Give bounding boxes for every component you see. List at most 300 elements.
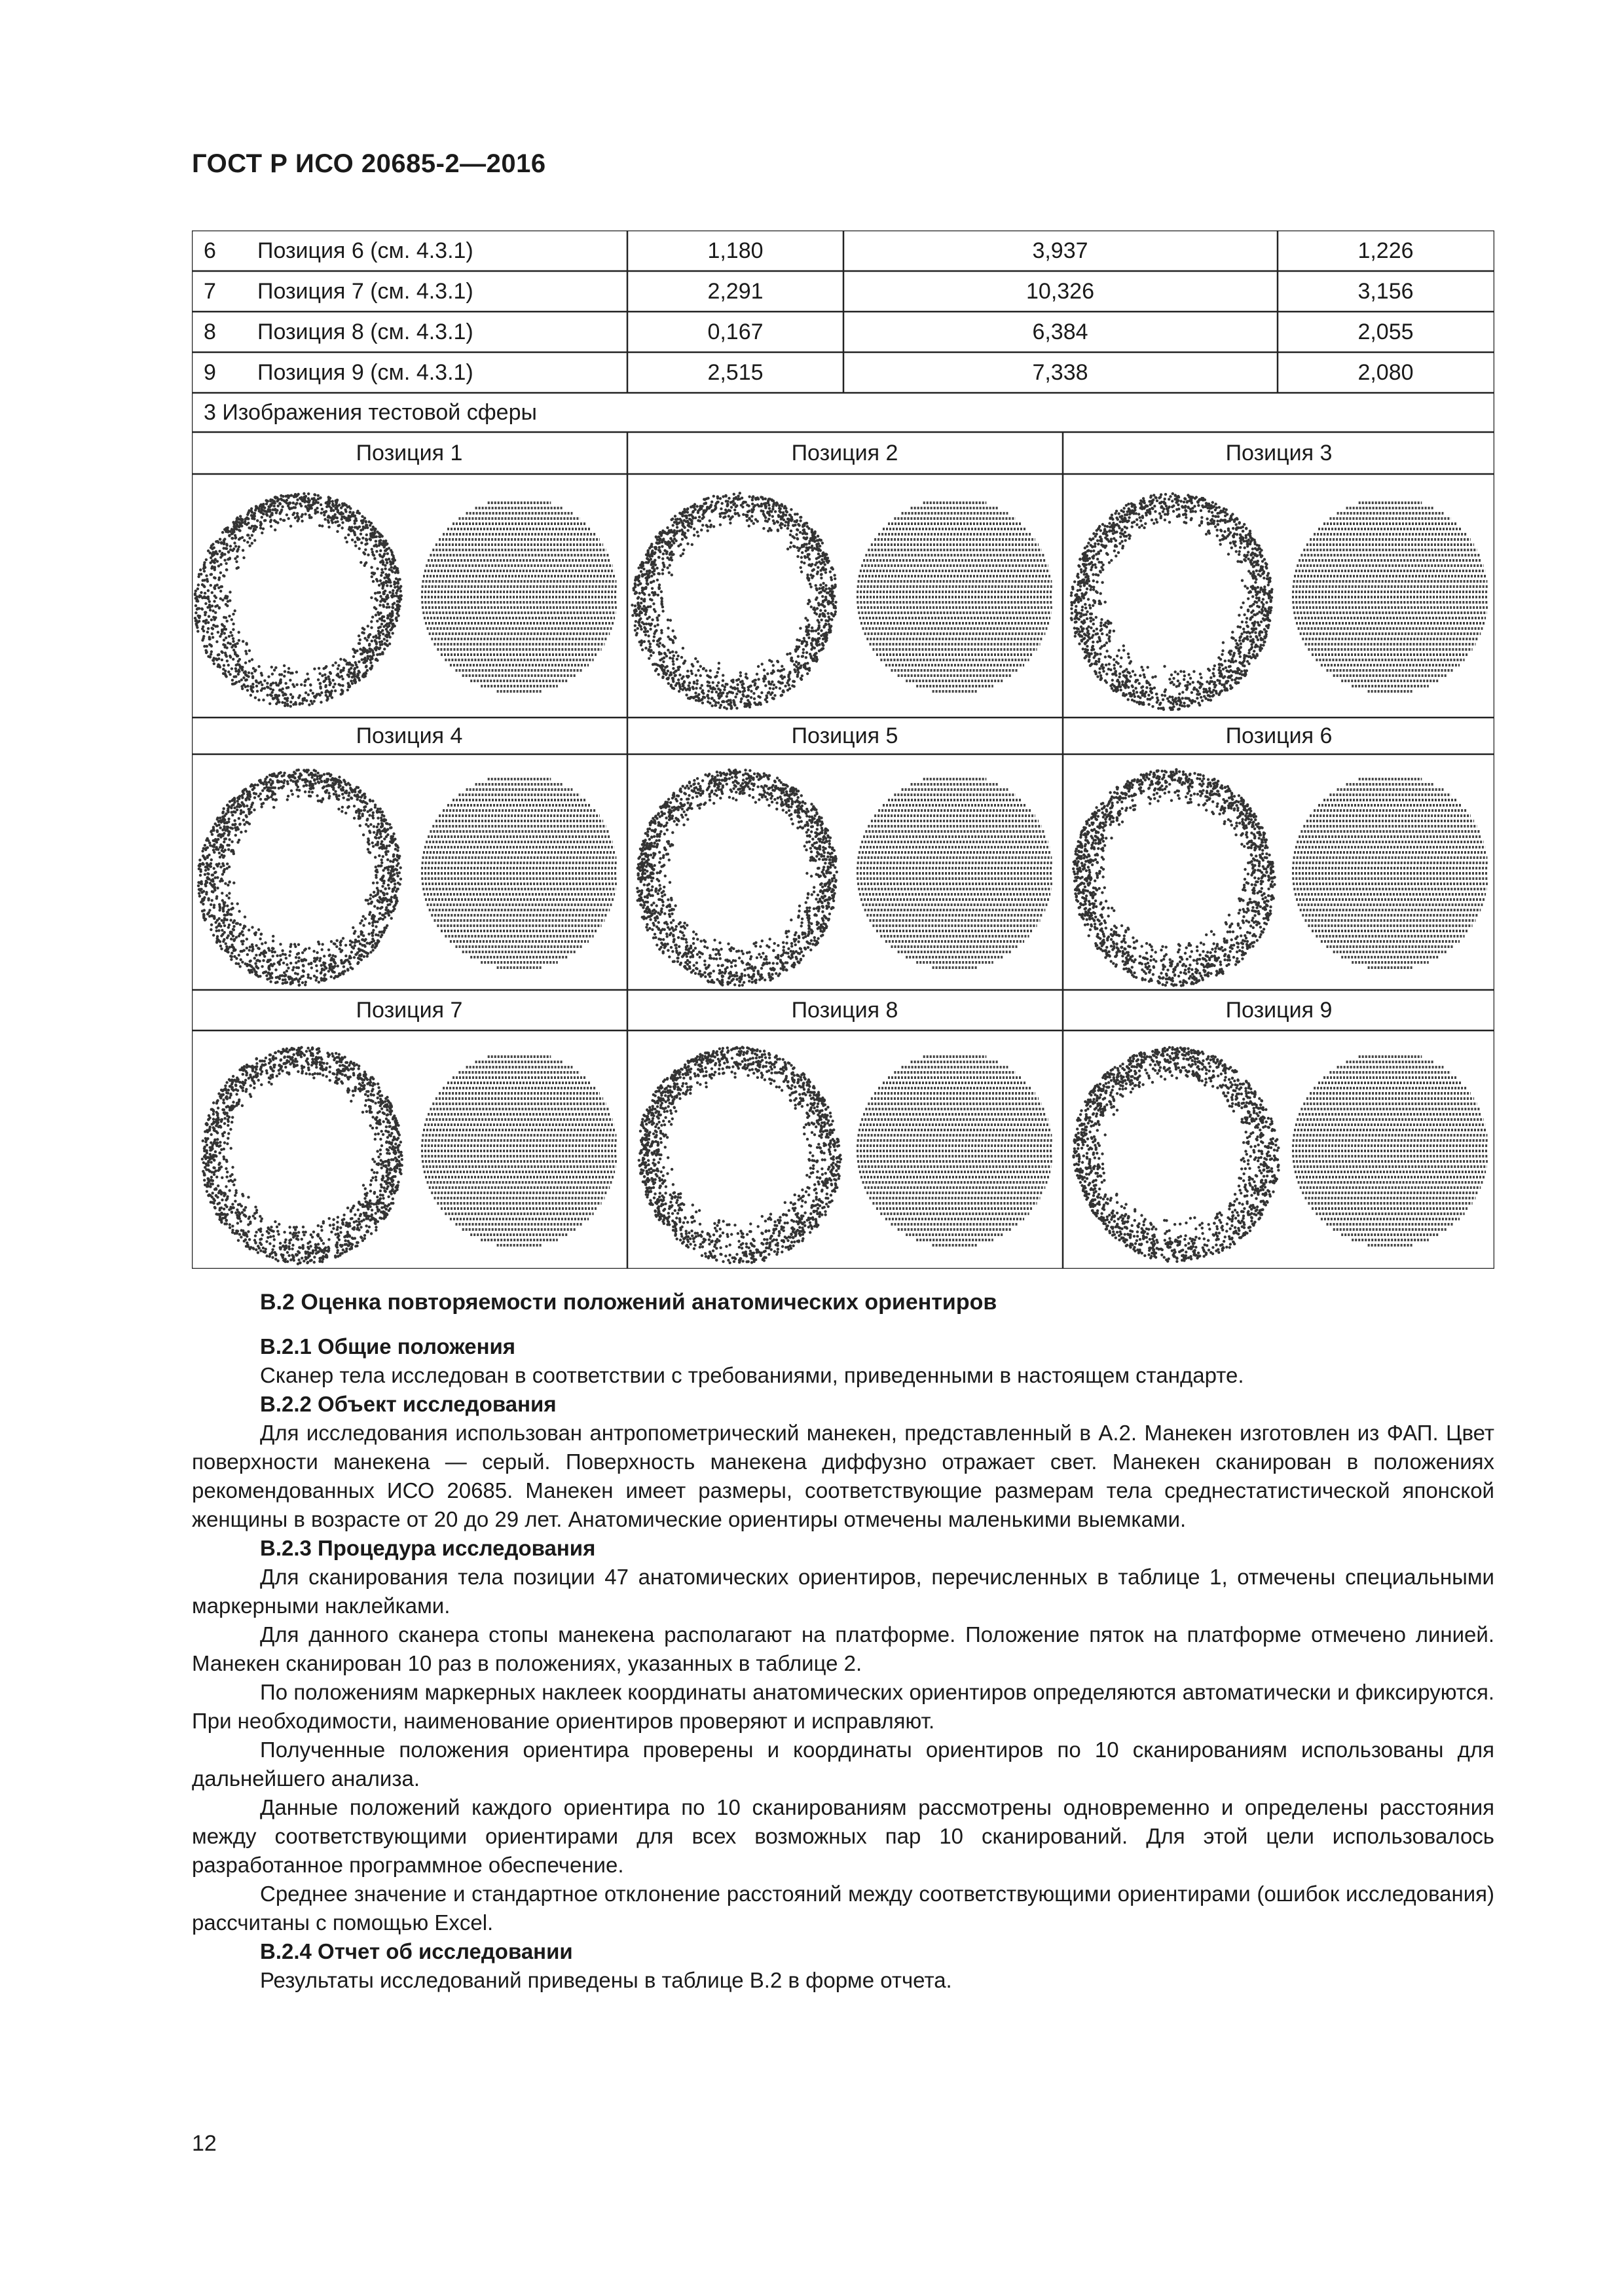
scan-point bbox=[709, 669, 712, 672]
scan-point bbox=[813, 540, 816, 543]
scan-point bbox=[1255, 635, 1257, 638]
scan-point bbox=[1212, 521, 1215, 524]
scan-point bbox=[263, 680, 266, 682]
scan-point bbox=[821, 541, 824, 544]
scan-point bbox=[740, 698, 743, 701]
scan-point bbox=[1235, 527, 1238, 530]
scan-point bbox=[1249, 590, 1251, 592]
scan-point bbox=[388, 636, 391, 638]
scan-point bbox=[378, 591, 381, 594]
scan-point bbox=[281, 949, 284, 952]
scan-point bbox=[353, 817, 356, 820]
scan-point bbox=[1249, 618, 1251, 621]
scan-point bbox=[223, 639, 225, 642]
scan-point bbox=[751, 503, 754, 505]
scan-point bbox=[1171, 696, 1173, 699]
scan-point bbox=[1138, 526, 1141, 528]
scan-point bbox=[320, 512, 323, 515]
scan-point bbox=[660, 591, 663, 593]
scan-point bbox=[736, 683, 739, 686]
scan-point bbox=[679, 687, 682, 690]
scan-point bbox=[1071, 586, 1074, 589]
scan-point bbox=[244, 679, 247, 682]
scan-point bbox=[213, 551, 215, 554]
scan-point bbox=[242, 934, 244, 936]
scan-point bbox=[1229, 541, 1232, 544]
scan-point bbox=[805, 644, 807, 647]
scan-point bbox=[731, 681, 734, 683]
scan-point bbox=[681, 515, 684, 517]
scan-point bbox=[208, 636, 211, 638]
scan-point bbox=[1139, 701, 1142, 704]
scan-point bbox=[359, 647, 361, 650]
scan-point bbox=[1246, 587, 1249, 589]
scan-point bbox=[648, 616, 651, 619]
scan-point bbox=[1073, 627, 1076, 629]
scan-point bbox=[769, 687, 771, 689]
scan-point bbox=[196, 626, 198, 629]
scan-point bbox=[1238, 647, 1240, 649]
scan-point bbox=[301, 500, 304, 502]
scan-point bbox=[234, 653, 236, 655]
scan-point bbox=[307, 678, 310, 680]
scan-point bbox=[241, 796, 244, 799]
scan-point bbox=[293, 496, 295, 498]
scan-point bbox=[642, 568, 645, 570]
scan-point bbox=[390, 566, 392, 568]
scan-point bbox=[801, 641, 803, 644]
scan-point bbox=[263, 509, 266, 512]
scan-point bbox=[768, 527, 771, 530]
scan-point bbox=[1126, 513, 1128, 516]
scan-point bbox=[360, 541, 363, 544]
scan-point bbox=[729, 517, 732, 519]
scan-point bbox=[1080, 621, 1083, 623]
scan-point bbox=[1105, 530, 1108, 533]
scan-point bbox=[814, 564, 817, 566]
scan-point bbox=[273, 668, 276, 671]
scan-point bbox=[364, 549, 367, 551]
scan-point bbox=[370, 528, 373, 531]
scan-point bbox=[346, 674, 349, 676]
scan-point bbox=[639, 610, 642, 613]
scan-point bbox=[232, 658, 234, 661]
scan-point bbox=[396, 589, 399, 592]
scan-point bbox=[215, 659, 218, 661]
scan-point bbox=[241, 668, 244, 671]
scan-point bbox=[337, 667, 339, 670]
scan-point bbox=[1119, 665, 1122, 668]
scan-point bbox=[1086, 645, 1088, 647]
scan-point bbox=[1223, 507, 1225, 510]
scan-point bbox=[1080, 592, 1083, 595]
sphere-ring-scan bbox=[1070, 492, 1274, 711]
scan-point bbox=[1096, 529, 1098, 532]
scan-point bbox=[823, 634, 826, 636]
scan-point bbox=[1151, 705, 1154, 708]
scan-point bbox=[1074, 610, 1077, 613]
scan-point bbox=[745, 676, 747, 678]
scan-point bbox=[1082, 596, 1085, 599]
scan-point bbox=[395, 617, 397, 619]
scan-point bbox=[788, 687, 791, 690]
scan-point bbox=[756, 686, 759, 689]
scan-point bbox=[661, 610, 664, 612]
scan-point bbox=[261, 516, 263, 519]
scan-point bbox=[1239, 626, 1242, 629]
scan-point bbox=[1070, 591, 1073, 594]
scan-point bbox=[1129, 534, 1132, 537]
scan-point bbox=[228, 892, 231, 894]
scan-point bbox=[800, 566, 802, 569]
scan-point bbox=[194, 590, 197, 592]
scan-point bbox=[296, 494, 299, 497]
scan-point bbox=[1134, 506, 1136, 509]
scan-point bbox=[729, 685, 732, 688]
scan-point bbox=[315, 695, 318, 697]
scan-point bbox=[356, 527, 359, 530]
scan-point bbox=[705, 524, 708, 526]
scan-point bbox=[286, 699, 289, 702]
scan-point bbox=[653, 553, 655, 555]
scan-point bbox=[384, 564, 386, 567]
scan-point bbox=[1245, 637, 1247, 640]
scan-point bbox=[665, 551, 668, 553]
scan-point bbox=[352, 648, 354, 651]
scan-point bbox=[242, 549, 244, 552]
scan-point bbox=[686, 670, 689, 672]
scan-point bbox=[790, 530, 792, 532]
scan-point bbox=[701, 524, 704, 526]
scan-point bbox=[392, 589, 394, 592]
scan-point bbox=[221, 659, 223, 661]
scan-point bbox=[207, 589, 210, 592]
scan-point bbox=[1171, 681, 1173, 683]
scan-point bbox=[1081, 579, 1084, 581]
scan-point bbox=[1117, 551, 1120, 554]
scan-point bbox=[210, 556, 212, 559]
scan-point bbox=[1236, 533, 1238, 536]
scan-point bbox=[1099, 647, 1101, 649]
scan-point bbox=[640, 628, 642, 630]
scan-point bbox=[1128, 537, 1131, 539]
scan-point bbox=[354, 680, 357, 683]
scan-point bbox=[211, 554, 213, 556]
scan-point bbox=[1243, 655, 1246, 658]
scan-point bbox=[828, 631, 830, 634]
scan-point bbox=[712, 495, 715, 498]
scan-point bbox=[696, 661, 699, 663]
scan-point bbox=[251, 542, 253, 545]
scan-point bbox=[354, 526, 356, 528]
scan-point bbox=[1076, 575, 1079, 577]
scan-point bbox=[824, 619, 827, 622]
scan-point bbox=[304, 495, 307, 498]
scan-point bbox=[248, 545, 251, 547]
scan-point bbox=[215, 640, 218, 643]
scan-point bbox=[1105, 649, 1108, 652]
scan-point bbox=[1179, 500, 1182, 502]
scan-point bbox=[1098, 638, 1101, 640]
scan-point bbox=[325, 510, 327, 513]
scan-point bbox=[787, 679, 790, 682]
scan-point bbox=[225, 562, 227, 565]
scan-point bbox=[1175, 697, 1177, 700]
scan-point bbox=[1249, 655, 1251, 658]
scan-point bbox=[277, 505, 280, 507]
scan-point bbox=[1168, 498, 1170, 500]
scan-point bbox=[375, 658, 377, 661]
scan-point bbox=[1100, 677, 1103, 680]
scan-point bbox=[668, 542, 671, 545]
scan-point bbox=[1084, 575, 1087, 578]
scan-point bbox=[354, 534, 356, 536]
scan-point bbox=[242, 676, 245, 679]
scan-point bbox=[809, 585, 812, 588]
scan-point bbox=[654, 610, 656, 613]
scan-point bbox=[1185, 516, 1187, 519]
scan-point bbox=[753, 697, 756, 700]
scan-point bbox=[232, 640, 234, 643]
scan-point bbox=[671, 650, 674, 653]
scan-point bbox=[813, 654, 815, 657]
scan-point bbox=[1242, 526, 1244, 528]
scan-point bbox=[376, 599, 378, 602]
scan-point bbox=[198, 895, 201, 898]
scan-point bbox=[263, 687, 266, 689]
scan-point bbox=[673, 541, 675, 544]
scan-point bbox=[818, 587, 821, 590]
scan-point bbox=[376, 881, 378, 884]
scan-point bbox=[267, 676, 270, 678]
scan-point bbox=[1092, 579, 1095, 582]
scan-point bbox=[353, 531, 356, 534]
scan-point bbox=[372, 526, 375, 528]
scan-point bbox=[805, 536, 808, 539]
scan-point bbox=[274, 520, 277, 523]
scan-point bbox=[1178, 682, 1181, 685]
scan-point bbox=[641, 608, 644, 610]
scan-point bbox=[228, 897, 231, 900]
scan-point bbox=[811, 563, 813, 566]
scan-point bbox=[236, 567, 238, 570]
scan-point bbox=[718, 706, 721, 709]
scan-point bbox=[1240, 662, 1242, 665]
scan-point bbox=[1189, 677, 1192, 680]
scan-point bbox=[1099, 625, 1102, 627]
scan-point bbox=[650, 654, 652, 657]
scan-point bbox=[802, 651, 805, 654]
scan-point bbox=[691, 543, 693, 546]
scan-point bbox=[246, 534, 249, 536]
scan-point bbox=[750, 520, 753, 522]
scan-point bbox=[717, 667, 720, 670]
scan-point bbox=[212, 616, 215, 619]
scan-point bbox=[232, 683, 235, 685]
scan-point bbox=[341, 526, 344, 529]
scan-point bbox=[373, 557, 376, 560]
scan-point bbox=[282, 519, 285, 522]
scan-point bbox=[1251, 627, 1253, 630]
scan-point bbox=[693, 534, 695, 536]
scan-point bbox=[1225, 666, 1227, 669]
scan-point bbox=[686, 508, 689, 511]
scan-point bbox=[376, 653, 378, 656]
scan-point bbox=[268, 781, 270, 784]
scan-point bbox=[773, 694, 776, 697]
scan-point bbox=[1092, 641, 1094, 644]
scan-point bbox=[1092, 573, 1094, 575]
scan-point bbox=[283, 675, 286, 678]
scan-point bbox=[819, 609, 822, 611]
scan-point bbox=[813, 547, 816, 549]
scan-point bbox=[1256, 554, 1259, 556]
scan-point bbox=[772, 664, 775, 666]
scan-point bbox=[200, 573, 202, 575]
scan-point bbox=[751, 496, 754, 499]
scan-point bbox=[1169, 495, 1172, 498]
scan-point bbox=[1127, 519, 1130, 522]
scan-point bbox=[732, 699, 735, 702]
scan-point bbox=[1270, 599, 1272, 602]
scan-point bbox=[772, 505, 775, 508]
scan-point bbox=[1151, 501, 1153, 504]
scan-point bbox=[341, 518, 343, 520]
scan-point bbox=[729, 522, 731, 524]
scan-point bbox=[220, 650, 223, 653]
scan-point bbox=[768, 659, 771, 662]
scan-point bbox=[248, 649, 251, 652]
scan-point bbox=[294, 506, 297, 509]
scan-point bbox=[796, 546, 799, 549]
scan-point bbox=[287, 667, 290, 670]
scan-point bbox=[745, 514, 747, 517]
scan-point bbox=[1100, 543, 1103, 546]
scan-point bbox=[1070, 594, 1073, 596]
scan-point bbox=[284, 704, 286, 707]
scan-point bbox=[350, 680, 352, 682]
scan-point bbox=[833, 605, 836, 608]
scan-point bbox=[1104, 655, 1107, 658]
scan-point bbox=[746, 503, 748, 506]
scan-point bbox=[1143, 673, 1145, 676]
scan-point bbox=[658, 532, 661, 535]
scan-point bbox=[1200, 520, 1203, 522]
scan-point bbox=[334, 661, 337, 664]
scan-point bbox=[384, 642, 386, 645]
scan-point bbox=[322, 680, 325, 683]
scan-point bbox=[720, 507, 722, 510]
scan-point bbox=[1123, 507, 1126, 509]
scan-point bbox=[350, 951, 353, 953]
scan-point bbox=[650, 558, 652, 560]
scan-point bbox=[1262, 603, 1264, 606]
scan-point bbox=[1094, 563, 1096, 566]
scan-point bbox=[1156, 699, 1159, 701]
scan-point bbox=[831, 600, 834, 602]
scan-point bbox=[1211, 695, 1214, 697]
scan-point bbox=[722, 495, 724, 498]
scan-point bbox=[1207, 522, 1209, 524]
scan-point bbox=[661, 541, 663, 543]
scan-point bbox=[812, 659, 815, 662]
scan-point bbox=[824, 610, 826, 612]
scan-point bbox=[306, 672, 308, 675]
sphere-ring-scan bbox=[631, 492, 837, 710]
scan-point bbox=[796, 528, 799, 531]
scan-point bbox=[1216, 534, 1219, 537]
scan-point bbox=[269, 503, 272, 506]
scan-point bbox=[327, 526, 330, 528]
scan-point bbox=[826, 556, 829, 559]
scan-point bbox=[1099, 653, 1101, 655]
scan-point bbox=[715, 691, 718, 693]
scan-point bbox=[219, 666, 221, 668]
scan-point bbox=[269, 684, 272, 687]
scan-point bbox=[773, 683, 775, 686]
scan-point bbox=[329, 694, 332, 697]
scan-point bbox=[281, 701, 284, 704]
scan-point bbox=[726, 505, 728, 507]
scan-point bbox=[674, 651, 677, 653]
scan-point bbox=[360, 533, 362, 536]
scan-point bbox=[363, 657, 366, 659]
scan-point bbox=[663, 564, 665, 566]
scan-point bbox=[1090, 585, 1092, 588]
scan-point bbox=[796, 555, 799, 558]
scan-point bbox=[1126, 511, 1129, 513]
scan-point bbox=[695, 674, 697, 676]
scan-point bbox=[676, 518, 679, 520]
scan-point bbox=[382, 540, 385, 543]
scan-point bbox=[1154, 510, 1156, 513]
scan-point bbox=[323, 514, 325, 517]
scan-point bbox=[211, 565, 213, 568]
scan-point bbox=[1084, 603, 1086, 606]
scan-point bbox=[817, 566, 819, 569]
scan-point bbox=[1149, 687, 1152, 689]
scan-point bbox=[272, 697, 274, 699]
scan-point bbox=[311, 702, 314, 705]
scan-point bbox=[346, 689, 349, 691]
scan-point bbox=[379, 549, 382, 552]
scan-point bbox=[1074, 635, 1077, 638]
scan-point bbox=[1238, 677, 1240, 680]
scan-point bbox=[369, 650, 371, 653]
scan-point bbox=[1118, 676, 1120, 678]
scan-point bbox=[365, 524, 368, 526]
scan-point bbox=[681, 524, 684, 526]
scan-point bbox=[273, 505, 276, 507]
scan-point bbox=[208, 604, 211, 606]
scan-point bbox=[1183, 670, 1185, 673]
scan-point bbox=[699, 505, 701, 507]
scan-point bbox=[672, 641, 674, 644]
scan-point bbox=[293, 512, 295, 515]
scan-point bbox=[1079, 599, 1082, 602]
scan-point bbox=[1110, 540, 1113, 543]
scan-point bbox=[783, 507, 786, 509]
scan-point bbox=[654, 564, 657, 566]
scan-point bbox=[305, 699, 308, 702]
scan-point bbox=[372, 636, 375, 638]
scan-point bbox=[274, 951, 276, 953]
scan-point bbox=[316, 507, 318, 509]
scan-point bbox=[309, 689, 312, 692]
scan-point bbox=[321, 674, 323, 677]
scan-point bbox=[1160, 493, 1162, 496]
scan-point bbox=[716, 684, 718, 687]
